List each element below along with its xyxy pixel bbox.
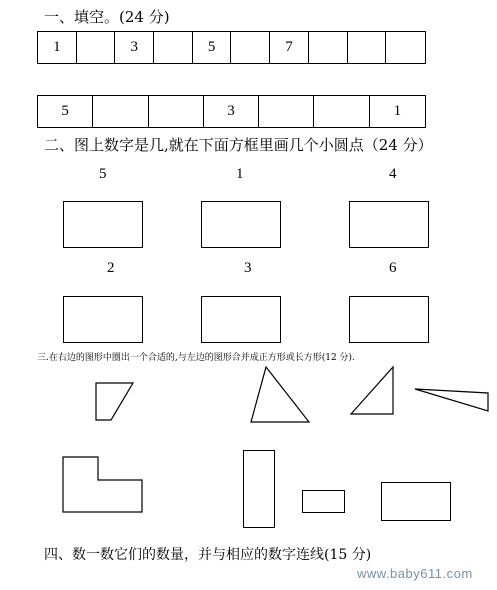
fill-cell[interactable] [149,96,204,127]
fill-cell[interactable] [309,32,348,63]
fill-cell[interactable]: 3 [115,32,154,63]
dot-box[interactable] [349,296,429,343]
fill-cell[interactable] [77,32,116,63]
thin-triangle-shape[interactable] [415,389,490,414]
fill-cell[interactable] [231,32,270,63]
section2-title: 二、图上数字是几,就在下面方框里画几个小圆点（24 分） [44,136,433,154]
fill-cell[interactable] [314,96,369,127]
fill-cell[interactable] [386,32,425,63]
fill-cell[interactable]: 5 [193,32,232,63]
dot-box[interactable] [63,296,143,343]
fill-cell[interactable]: 5 [38,96,93,127]
section4-title: 四、数一数它们的数量，并与相应的数字连线(15 分) [44,547,372,563]
fill-cell[interactable]: 7 [270,32,309,63]
fill-cell[interactable] [259,96,314,127]
fill-cell[interactable] [93,96,148,127]
fill-cell[interactable] [154,32,193,63]
fill-cell[interactable]: 1 [38,32,77,63]
fill-cell[interactable] [348,32,387,63]
number-label: 4 [389,166,397,182]
dot-box[interactable] [201,296,281,343]
number-label: 3 [244,260,252,276]
number-label: 6 [389,260,397,276]
number-label: 2 [107,260,115,276]
trapezoid-shape [96,383,136,423]
number-label: 5 [99,166,107,182]
fill-row-2 [37,95,426,128]
l-shape [63,457,145,514]
fill-cell[interactable]: 3 [204,96,259,127]
right-triangle-shape[interactable] [351,367,396,415]
dot-box[interactable] [63,201,143,248]
triangle-shape[interactable] [251,367,311,425]
medium-rectangle-shape[interactable] [381,482,451,521]
section3-title: 三.在右边的图形中圈出一个合适的,与左边的图形合并成正方形或长方形(12 分). [37,353,355,363]
small-rectangle-shape[interactable] [302,490,345,513]
tall-rectangle-shape[interactable] [243,450,275,528]
dot-box[interactable] [349,201,429,248]
number-label: 1 [236,166,244,182]
fill-cell[interactable]: 1 [393,103,402,119]
watermark: www.baby611.com [357,566,473,581]
dot-box[interactable] [201,201,281,248]
section1-title: 一、填空。(24 分) [44,8,170,26]
fill-row-1 [37,31,426,64]
